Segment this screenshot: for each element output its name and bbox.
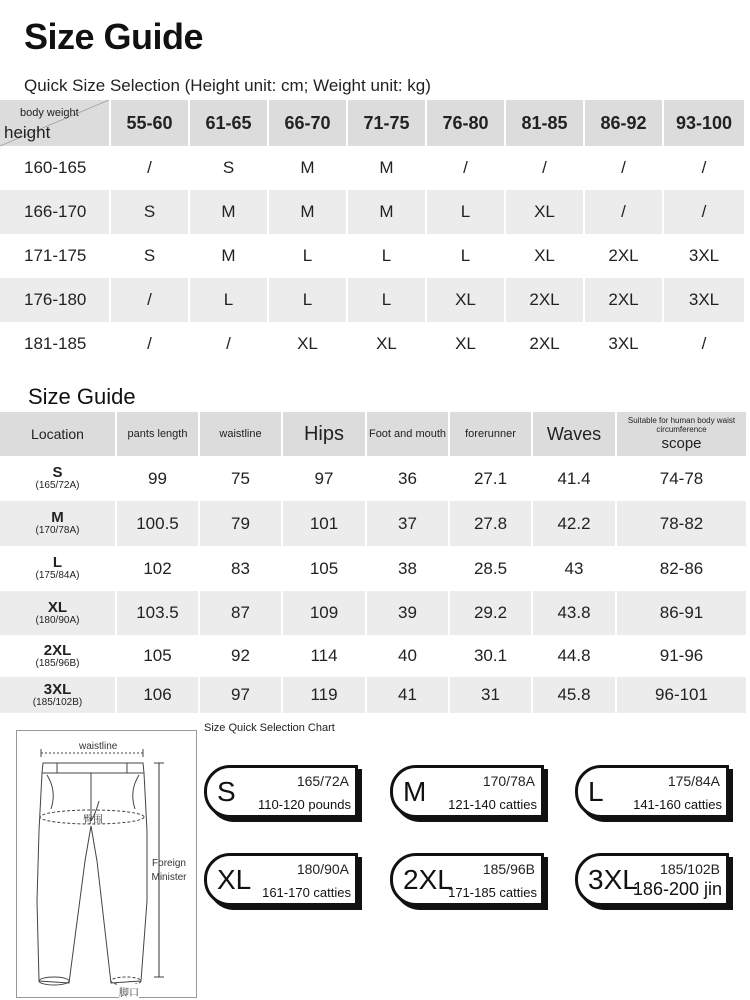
table-row — [0, 677, 747, 713]
measure-cell: 101 — [282, 501, 366, 546]
diagram-side-label: Foreign Minister — [151, 858, 187, 883]
size-label: S — [52, 464, 63, 482]
measure-cell: 109 — [282, 591, 366, 635]
size-cell: S — [110, 190, 189, 234]
measure-cell: 105 — [116, 635, 199, 677]
measure-cell: 75 — [199, 456, 282, 501]
measure-cell: 91-96 — [616, 635, 747, 677]
badge-weight: 121-140 catties — [448, 797, 537, 812]
measure-cell: 102 — [116, 546, 199, 591]
location-cell — [0, 635, 116, 677]
size-cell: M — [189, 234, 268, 278]
quick-selection-subtitle: Quick Size Selection (Height unit: cm; Weight unit: kg) — [24, 76, 431, 95]
header-pants-length: pants length — [116, 412, 199, 456]
badge-code: 185/102B — [660, 861, 720, 877]
measure-cell: 103.5 — [116, 591, 199, 635]
weight-header: 93-100 — [663, 100, 745, 146]
measure-cell: 100.5 — [116, 501, 199, 546]
size-cell: / — [663, 146, 745, 190]
measure-cell: 87 — [199, 591, 282, 635]
location-cell — [0, 591, 116, 635]
measure-cell: 45.8 — [532, 677, 616, 713]
badge-letter: S — [217, 775, 236, 807]
size-badge-3xl — [575, 853, 729, 906]
measure-cell: 36 — [366, 456, 449, 501]
height-cell: 160-165 — [0, 146, 110, 190]
measure-cell: 119 — [282, 677, 366, 713]
size-cell: 2XL — [505, 278, 584, 322]
size-cell: M — [347, 146, 426, 190]
table-row — [0, 190, 745, 234]
header-foot-mouth: Foot and mouth — [366, 412, 449, 456]
size-cell: L — [347, 234, 426, 278]
table-row — [0, 456, 747, 501]
badge-weight: 110-120 pounds — [257, 797, 351, 812]
corner-height-label: height — [4, 123, 51, 142]
measure-cell: 114 — [282, 635, 366, 677]
size-cell: L — [268, 278, 347, 322]
badge-letter: L — [588, 775, 604, 807]
quick-table-header — [0, 100, 745, 146]
size-cell: XL — [505, 234, 584, 278]
table-row — [0, 278, 745, 322]
size-label: M — [51, 509, 64, 527]
size-cell: / — [110, 322, 189, 366]
size-guide-subtitle: Size Guide — [28, 384, 136, 409]
size-cell: XL — [347, 322, 426, 366]
size-cell: / — [663, 190, 745, 234]
size-cell: M — [268, 190, 347, 234]
diagram-hip-label: 臀围 — [83, 815, 103, 826]
header-scope-note: Suitable for human body waist circumference — [627, 415, 736, 435]
size-badge-xl — [204, 853, 358, 906]
measure-cell: 40 — [366, 635, 449, 677]
header-location: Location — [0, 412, 116, 456]
header-waistline: waistline — [199, 412, 282, 456]
diagram-foot-label: 脚口 — [119, 984, 139, 999]
size-cell: S — [189, 146, 268, 190]
size-label: 3XL — [43, 680, 72, 698]
location-cell — [0, 546, 116, 591]
pants-diagram — [16, 730, 197, 998]
table-row — [0, 501, 747, 546]
size-cell: L — [426, 234, 505, 278]
weight-header: 76-80 — [426, 100, 505, 146]
badge-letter: M — [403, 775, 427, 807]
measure-cell: 82-86 — [616, 546, 747, 591]
size-code: (185/96B) — [35, 657, 80, 669]
measure-cell: 41.4 — [532, 456, 616, 501]
size-cell: M — [268, 146, 347, 190]
measure-cell: 29.2 — [449, 591, 532, 635]
table-row — [0, 546, 747, 591]
size-measurement-table — [0, 412, 748, 713]
diagram-waist-label: waistline — [79, 741, 118, 752]
weight-header: 71-75 — [347, 100, 426, 146]
size-cell: M — [347, 190, 426, 234]
table-row — [0, 322, 745, 366]
size-code: (165/72A) — [35, 480, 80, 492]
badge-code: 175/84A — [667, 773, 720, 789]
badge-weight: 141-160 catties — [633, 797, 722, 812]
measure-cell: 79 — [199, 501, 282, 546]
corner-weight-label: body weight — [20, 107, 79, 119]
location-cell — [0, 501, 116, 546]
badge-letter: XL — [217, 863, 252, 895]
size-cell: 3XL — [663, 234, 745, 278]
measure-cell: 39 — [366, 591, 449, 635]
measure-cell: 43.8 — [532, 591, 616, 635]
weight-header: 81-85 — [505, 100, 584, 146]
size-cell: L — [347, 278, 426, 322]
size-cell: XL — [426, 278, 505, 322]
height-cell: 171-175 — [0, 234, 110, 278]
badge-code: 180/90A — [296, 861, 349, 877]
measure-cell: 83 — [199, 546, 282, 591]
corner-cell — [0, 100, 110, 146]
header-scope-label: scope — [661, 434, 702, 452]
size-cell: / — [584, 146, 663, 190]
measure-cell: 28.5 — [449, 546, 532, 591]
measure-cell: 92 — [199, 635, 282, 677]
size-cell: / — [110, 278, 189, 322]
size-cell: L — [268, 234, 347, 278]
weight-header: 66-70 — [268, 100, 347, 146]
badge-code: 185/96B — [482, 861, 535, 877]
table-row — [0, 146, 745, 190]
badge-weight: 161-170 catties — [262, 885, 351, 900]
location-cell — [0, 456, 116, 501]
measure-cell: 97 — [199, 677, 282, 713]
weight-header: 55-60 — [110, 100, 189, 146]
measure-cell: 30.1 — [449, 635, 532, 677]
size-cell: / — [426, 146, 505, 190]
location-cell — [0, 677, 116, 713]
page-title: Size Guide — [24, 16, 204, 57]
size-cell: / — [663, 322, 745, 366]
size-code: (185/102B) — [32, 696, 83, 708]
measure-cell: 74-78 — [616, 456, 747, 501]
size-code: (180/90A) — [35, 614, 80, 626]
height-cell: 181-185 — [0, 322, 110, 366]
measure-cell: 42.2 — [532, 501, 616, 546]
size-code: (170/78A) — [35, 525, 80, 537]
quick-chart-title: Size Quick Selection Chart — [204, 722, 335, 734]
header-scope — [616, 412, 747, 456]
size-label: XL — [47, 598, 68, 616]
measure-cell: 38 — [366, 546, 449, 591]
size-cell: 2XL — [505, 322, 584, 366]
header-hips: Hips — [282, 412, 366, 456]
badge-weight: 171-185 catties — [448, 885, 537, 900]
size-cell: / — [110, 146, 189, 190]
measure-cell: 99 — [116, 456, 199, 501]
size-cell: XL — [268, 322, 347, 366]
size-badge-l — [575, 765, 729, 818]
quick-size-table — [0, 100, 746, 366]
badge-letter: 3XL — [588, 863, 638, 895]
measure-cell: 44.8 — [532, 635, 616, 677]
size-cell: 2XL — [584, 278, 663, 322]
measure-cell: 96-101 — [616, 677, 747, 713]
header-forerunner: forerunner — [449, 412, 532, 456]
size-table-header — [0, 412, 747, 456]
height-cell: 166-170 — [0, 190, 110, 234]
measure-cell: 97 — [282, 456, 366, 501]
measure-cell: 105 — [282, 546, 366, 591]
measure-cell: 106 — [116, 677, 199, 713]
table-row — [0, 591, 747, 635]
measure-cell: 43 — [532, 546, 616, 591]
size-cell: / — [505, 146, 584, 190]
size-cell: L — [189, 278, 268, 322]
size-cell: 3XL — [663, 278, 745, 322]
badge-code: 165/72A — [296, 773, 349, 789]
size-cell: / — [189, 322, 268, 366]
measure-cell: 86-91 — [616, 591, 747, 635]
measure-cell: 27.1 — [449, 456, 532, 501]
size-badge-m — [390, 765, 544, 818]
size-cell: S — [110, 234, 189, 278]
measure-cell: 41 — [366, 677, 449, 713]
height-cell: 176-180 — [0, 278, 110, 322]
size-cell: XL — [426, 322, 505, 366]
size-cell: / — [584, 190, 663, 234]
size-cell: 3XL — [584, 322, 663, 366]
size-cell: XL — [505, 190, 584, 234]
measure-cell: 31 — [449, 677, 532, 713]
size-cell: 2XL — [584, 234, 663, 278]
size-label: L — [52, 554, 63, 572]
size-cell: L — [426, 190, 505, 234]
size-cell: M — [189, 190, 268, 234]
badge-code: 170/78A — [482, 773, 535, 789]
header-waves: Waves — [532, 412, 616, 456]
measure-cell: 37 — [366, 501, 449, 546]
measure-cell: 27.8 — [449, 501, 532, 546]
badge-letter: 2XL — [403, 863, 453, 895]
badge-weight: 186-200 jin — [632, 879, 722, 899]
table-row — [0, 635, 747, 677]
size-badge-s — [204, 765, 358, 818]
size-code: (175/84A) — [35, 570, 80, 582]
table-row — [0, 234, 745, 278]
size-badge-2xl — [390, 853, 544, 906]
measure-cell: 78-82 — [616, 501, 747, 546]
size-label: 2XL — [43, 641, 72, 659]
weight-header: 61-65 — [189, 100, 268, 146]
weight-header: 86-92 — [584, 100, 663, 146]
